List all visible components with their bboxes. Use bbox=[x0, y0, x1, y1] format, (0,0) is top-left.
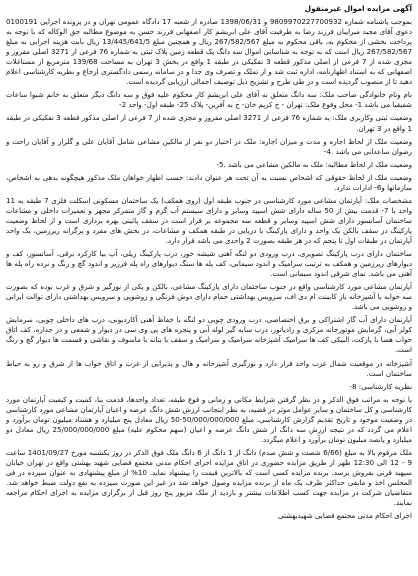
notice-intro-paragraph: بموجب پاشنامه شماره 9809970227700932 و 1398/06/31 صادره از شعبه 17 دادگاه عمومی تهران و در پرونده اجرایی 0100191 دعوی آقای مجید میرایبان فرزند رضا به طرفیت آقای علی ابریشم کار اصفهانی فرزند حسن به موضوع مطالبه حق الوکاله که با توجه به پرداخت بخشی از محکوم به، باقی محکوم به مبلغ 267/582/567 ریال و همچنین مبلغ 13/445/641/5 ریال بابت هزینه اجرایی به مبلغ 267/582/567 ریال است که به توجه به شناسایی اموال سه دانگ یک قطعه زمین پلاک ثبتی به شماره 76 فرعی از 3271 اصلی مفروز و مجزی شده از 7 فرعی از اصلی مذکور قطعه 3 تفکیکی در طبقه 1 واقع در بخش 3 تهران به مساحت 139/68 مترمربع از مستاغلات اصفهانی که به استناد اظهارنامه، اداره ثبت شد و از تملک و تصرف وی جدا و در سامانه رسمی دادگستری ارجاع و نظریه کارشناسی اعلام دهید تا از منصوب گردیده است و در طی طرح و تشریح ذیل توصیف اجمالی ارزیابی گردیده است. bbox=[6, 17, 413, 87]
valuation-paragraph: با توجه به مراتب فوق الذکر و در نظر گرفتن شرایط مکانی و زمانی و قوع طبقه، تعداد واحدها، قدمت بنا، کمیت و کیفیت آپارتمان مورد کارشناسی و کل ساختمان و سایر عوامل موثر در قضیه، به نظر اینجانب ارزش شش دانگ عرصه و اعیان آپارتمان مشاعی مورد کارشناسی در وضعیت موجود و تاریخ تقدیم گزارش کارشناسی، مبلغ 50/000/000/000-50 ریال معادل پنج میلیارد و هشتاد میلیون تومان برآورد و اعلام می گردد که در نتیجه ارزش سه دانگ از شش دانگ عرصه و اعیان (سهم محکوم علیه) مبلغ 25/000/000/000 ریال معادل دو میلیارد و پانصد میلیون تومان برآورد و اعلام میگردد. bbox=[6, 394, 412, 444]
apartment-layout-paragraph: آپارتمان مشاعی مورد کارشناسی واقع در جنوب ساختمان دارای پارکینگ مشاعی، بالکن و یکی از نورگیر و شرق و غرب بوده که بصورت سه خوابه با آشپزخانه باز کابینت ام دی اف، سرویس بهداشتی حمام دارای دوش فرنگی و روشویی و سرویس بهداشتی دارای توالت ایرانی و روشویی می باشد. bbox=[6, 282, 412, 312]
owner-paragraph: نام ونام خانوادگی صاحب ملک: سه دانگ متعلق به آقای علی ابریشم کار محکوم علیه فوق و سه دانگ دیگر متعلق به خانم شیوا ساعات شفیقیا می باشد 1- محل وقوع ملک: تهران - خ کریم خان- خ به آفرین- پلاک 25- طبقه اول- واحد 2- bbox=[6, 90, 412, 110]
legal-status-paragraph: وضعیت ملک از لحاظ حقوقی که اشخاص نسبت به آن تحت هر عنوان دادند: حسب اظهار خواهان ملک مذکور هیچگونه بدهی به اشخاص، سازمانها و6- ادارات ندارد. bbox=[6, 172, 412, 192]
building-features-paragraph: ساختمان دارای درب پارکینگ تصویری، درب ورودی دو لنگه آهنی شیشه خور، درب پارکینگ ریلی، آپ بیا کارکرد برقی، آسانسور، کف و دیوارهای زیرزمین و همکف به ترتیب سرامیک و اندود سیمانی، کف پله ها سنگ دیوارهای راه پله فرزیر و اندود گچ و رنگ و نرده راه پله ها آهنی می باشد. نمای شرقی اندود سیمانی است. bbox=[6, 249, 412, 279]
registration-paragraph: وضعیت ثبتی وکاربری ملک: به شماره 76 فرعی از 3271 اصلی مفروز و مجزی شده از 7 فرعی از اصلی مذکور قطعه 3 تفکیکی در طبقه 1 واقع در 3 تهران. bbox=[6, 113, 413, 133]
apartment-utilities-paragraph: آپارتمان دارای آب گاز اشتراکی و برق اختصاصی، درب ورودی چوبی دو لنگه با خفاظ آهنی آکاردیونی، درب های داخلی چوبی، سرمایش کولر آبی، گرمایش موتورخانه مرکزی و رادیاتور، درب سایه گیر لوله آبی و پنجره های پی وی سی در دیوار و شمعی و در جداره، کف اتاق خواب هسا با پارکت، البیکی کف ها سرامیک آشپزخانه سرامیک و سرامیک و سقف با بتانه با ماسوف و نقاشی و قسمت ها دیوار گچ و رنگ است. bbox=[6, 315, 412, 355]
issuer-signature: اجرای احکام مدنی مجتمع قضایی شهیدبهشتی bbox=[278, 511, 412, 521]
notice-title: آگهی مزایده اموال غیرمنقول bbox=[304, 4, 412, 13]
occupancy-paragraph: وضعیت ملک از لحاظ اجاره و مدت و میزان اجاره: ملک در اختیار دو نفر از مالکین مشاعی شامل آقایان علی و گلزار و آقایان راحت و رضوان ساعدانی می باشد .4- bbox=[6, 136, 412, 156]
property-specs-paragraph: مشخصات ملک: آپارتمان مشاعی مورد کارشناسی در جنوب طبقه اول (روی همکف) یک ساختمان مسکونی اسکلت فلزی 7 طبقه به 11 واحد با 7- قدمت بیش از 50 ساله دارای شش اسپید وسایر و دارای سیستم آب گرم و گاز متمرکز مجهز و تعمیرات داخلی و مشاعات ساختمان آسانسور دارای شش اسپید وسایر و قطعه سه مجموعه بر قرار است در سقف پائینی بهره برداری است و از لحاظ وضعیت پارکینگ در سقف بالکن یک واحد و دارای پارکینگ با دریایی در طبقه همکف و مشاعات، در بخش های مفرد و پرگرانه زیرزمین، یک واحد آپارتمان در طبقات اول تا پنجم که در هر طبقه بصورت 2 واحدی می باشد قرار دارد. bbox=[6, 195, 412, 245]
claims-paragraph: وضعیت ملک از لحاظ مطالبه: ملک به مالکین مشاعی می باشد .5- bbox=[216, 159, 412, 169]
kitchen-paragraph: آشپزخانه در موقعیت شمال غرب واحد قرار دارد و نورگیری آشپزخانه و هال و پذیرایی از غرب و اتاق خواب ها از شرق و رو به حیاط ساختمان است. bbox=[6, 358, 412, 378]
expert-opinion-heading: نظریه کارشناسی: 8- bbox=[349, 381, 412, 391]
auction-terms-paragraph: ملک مرقوم بالا به مبلغ (6/66 شصت و شش صدم) دانگ از 1 دانگ از 6 دانگ ملک فوق الذکر در روز یکشنبه مورخ 1401/09/27 ساعت 9 - 12 الی 12:30 ظهر از طریق مزایده حضوری در اتاق مزایده اجرای احکام مدنی مجتمع قضایی شهید بهشتی واقع در تهران خیابان سپهبد قرنی بفروش برسد. برنده مزایده کسی است که بالاترین قیمت را پیشنهاد نماید. 10% از مبلغ پیشنهادی به عنوان سپرده در فی المجلس اخذ و مابقی حداکثر ظرف یک ماه از برنده مزایده وصول خواهد شد در غیر این صورت سپرده به نفع دولت ضبط خواهد شد. متقاضیان شرکت در مزایده جهت کسب اطلاعات بیشتر و بازدید از ملک مزبور پنج روز قبل از برگزاری مزایده به اجرای احکام مراجعه نمایند. bbox=[6, 447, 413, 508]
